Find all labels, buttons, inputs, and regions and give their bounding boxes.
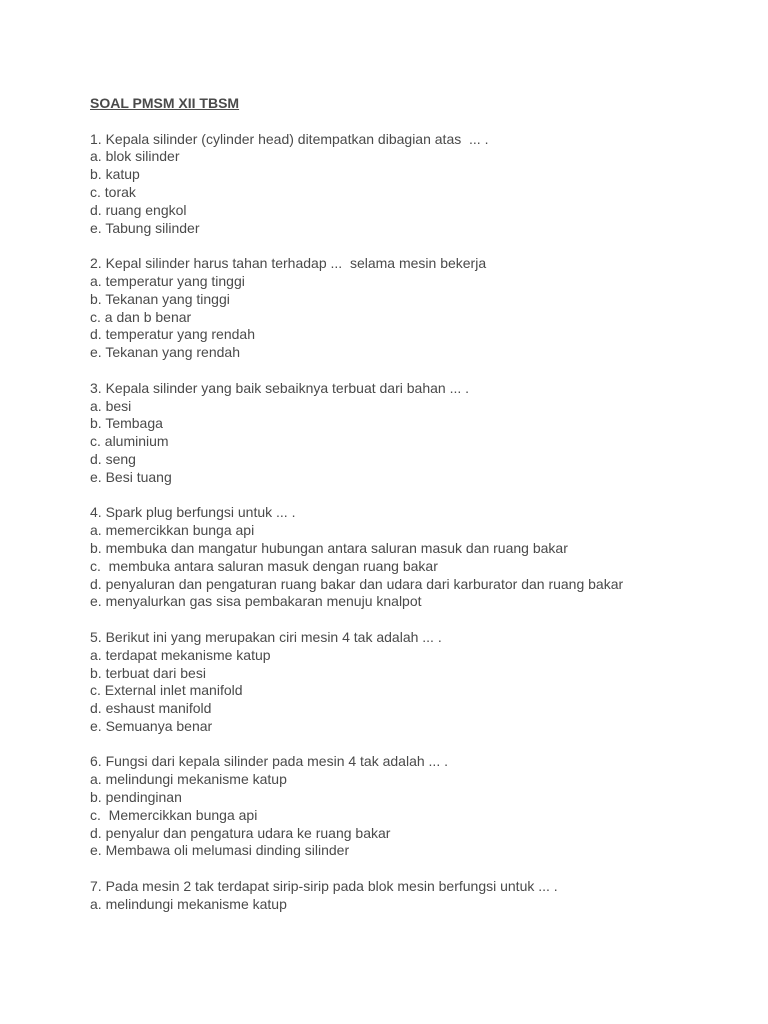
answer-option: e. Semuanya benar	[90, 717, 213, 734]
question-7	[90, 878, 750, 914]
answer-option: e. Tabung silinder	[90, 219, 200, 236]
answer-option: c. a dan b benar	[90, 308, 192, 325]
answer-option: d. seng	[90, 450, 136, 467]
question-2	[90, 255, 750, 362]
answer-option: c. membuka antara saluran masuk dengan ruang bakar	[90, 557, 438, 574]
question-3	[90, 380, 750, 487]
question-6	[90, 753, 750, 860]
answer-option: c. Memercikkan bunga api	[90, 806, 258, 823]
question-text: 6. Fungsi dari kepala silinder pada mesin 4 tak adalah ... .	[90, 753, 448, 770]
answer-option: a. melindungi mekanisme katup	[90, 771, 287, 788]
answer-option: a. memercikkan bunga api	[90, 522, 255, 539]
question-4	[90, 504, 750, 611]
answer-option: b. Tekanan yang tinggi	[90, 290, 230, 307]
document-title: SOAL PMSM XII TBSM	[90, 95, 240, 111]
answer-option: b. katup	[90, 166, 140, 183]
question-text: 7. Pada mesin 2 tak terdapat sirip-sirip pada blok mesin berfungsi untuk ... .	[90, 878, 558, 895]
answer-option: c. aluminium	[90, 433, 169, 450]
answer-option: b. pendinginan	[90, 789, 182, 806]
answer-option: d. penyalur dan pengatura udara ke ruang bakar	[90, 824, 391, 841]
answer-option: d. eshaust manifold	[90, 700, 212, 717]
question-text: 4. Spark plug berfungsi untuk ... .	[90, 504, 296, 521]
document-page	[90, 95, 750, 931]
question-text: 5. Berikut ini yang merupakan ciri mesin 4 tak adalah ... .	[90, 628, 442, 645]
answer-option: e. Membawa oli melumasi dinding silinder	[90, 842, 350, 859]
answer-option: e. Besi tuang	[90, 468, 172, 485]
answer-option: e. Tekanan yang rendah	[90, 344, 240, 361]
question-5	[90, 629, 750, 736]
answer-option: a. melindungi mekanisme katup	[90, 895, 287, 912]
question-text: 2. Kepal silinder harus tahan terhadap ... selama mesin bekerja	[90, 255, 487, 272]
answer-option: e. menyalurkan gas sisa pembakaran menuju knalpot	[90, 593, 422, 610]
question-text: 1. Kepala silinder (cylinder head) ditempatkan dibagian atas ... .	[90, 130, 489, 147]
question-text: 3. Kepala silinder yang baik sebaiknya terbuat dari bahan ... .	[90, 379, 470, 396]
answer-option: a. terdapat mekanisme katup	[90, 646, 271, 663]
answer-option: a. besi	[90, 397, 132, 414]
answer-option: d. penyaluran dan pengaturan ruang bakar dan udara dari karburator dan ruang bakar	[90, 575, 624, 592]
answer-option: d. temperatur yang rendah	[90, 326, 255, 343]
answer-option: a. temperatur yang tinggi	[90, 272, 245, 289]
answer-option: c. torak	[90, 183, 136, 200]
answer-option: a. blok silinder	[90, 148, 180, 165]
answer-option: b. membuka dan mangatur hubungan antara saluran masuk dan ruang bakar	[90, 539, 568, 556]
answer-option: b. terbuat dari besi	[90, 664, 206, 681]
answer-option: c. External inlet manifold	[90, 682, 243, 699]
question-1	[90, 131, 750, 238]
answer-option: d. ruang engkol	[90, 201, 187, 218]
answer-option: b. Tembaga	[90, 415, 163, 432]
